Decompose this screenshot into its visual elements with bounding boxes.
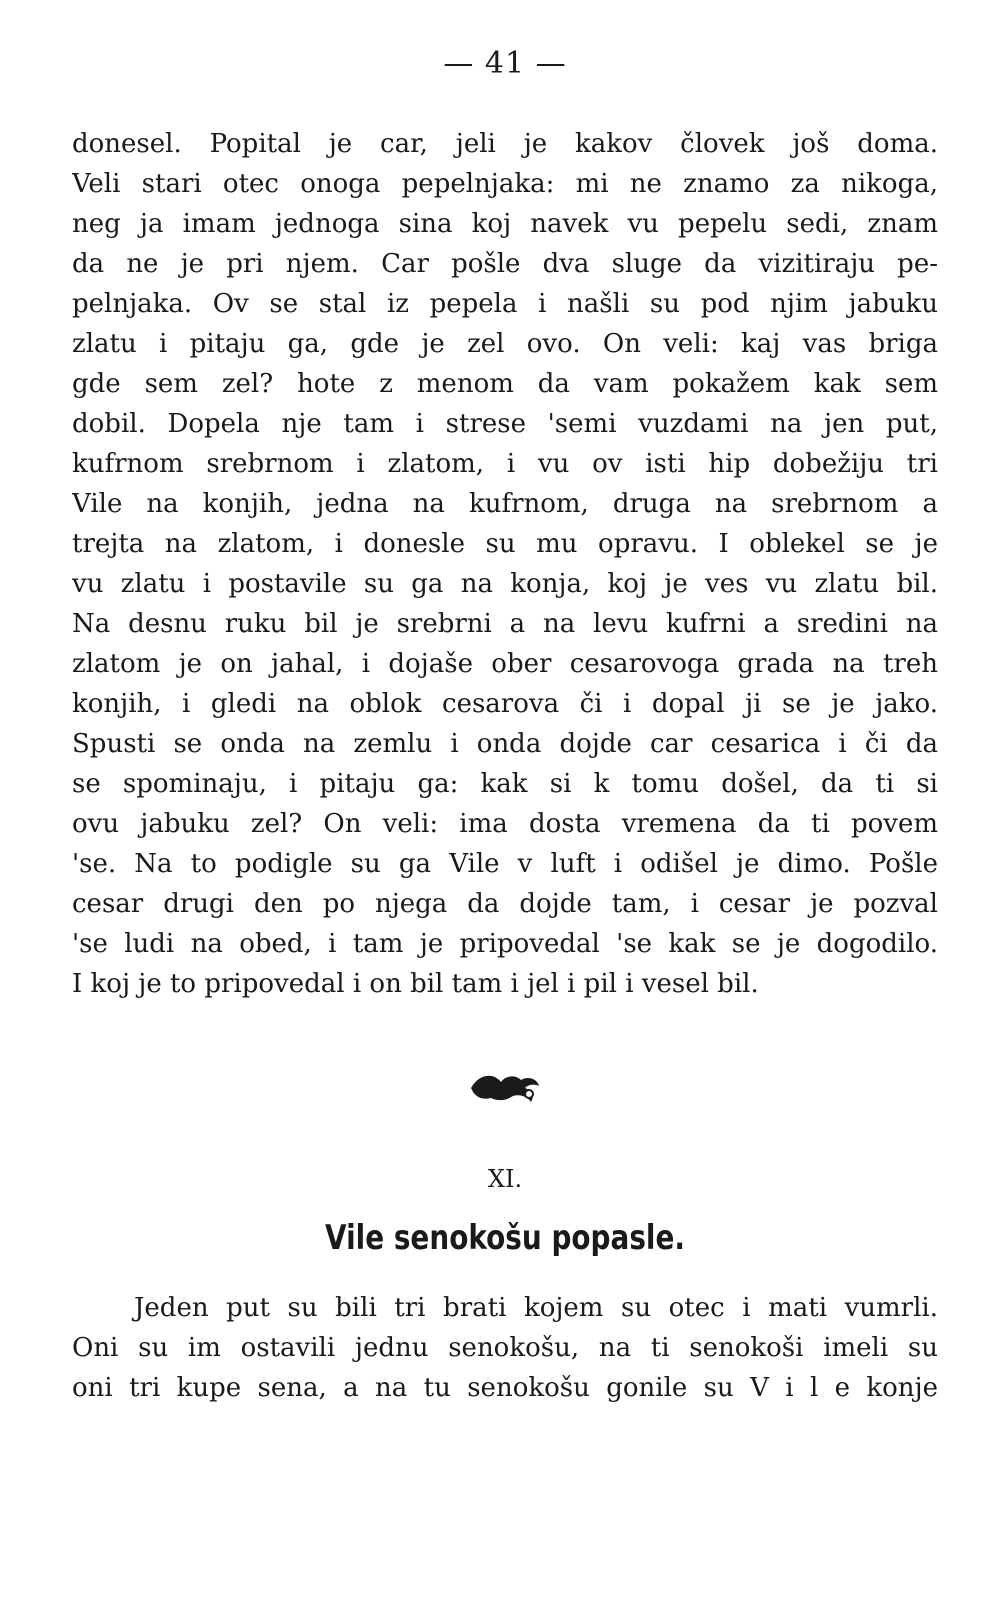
chapter-number: XI.	[487, 1165, 523, 1193]
text-line: dobil. Dopela nje tam i strese 'semi vuzdami na jen put,	[72, 409, 938, 439]
text-line: Veli stari otec onoga pepelnjaka: mi ne znamo za nikoga,	[72, 169, 938, 199]
story-paragraph	[72, 124, 938, 1004]
text-line: zlatom je on jahal, i dojaše ober cesarovoga grada na treh	[72, 649, 938, 679]
text-line: vu zlatu i postavile su ga na konja, koj je ves vu zlatu bil.	[72, 569, 938, 599]
book-page	[72, 0, 938, 1615]
chapter-paragraph	[72, 1288, 938, 1408]
text-line: donesel. Popital je car, jeli je kakov človek još doma.	[72, 129, 938, 159]
text-line: 'se. Na to podigle su ga Vile v luft i odišel je dimo. Pošle	[72, 849, 938, 879]
text-line: pelnjaka. Ov se stal iz pepela i našli su pod njim jabuku	[72, 289, 938, 319]
text-line: neg ja imam jednoga sina koj navek vu pepelu sedi, znam	[72, 209, 938, 239]
text-line: oni tri kupe sena, a na tu senokošu gonile su V i l e konje	[72, 1373, 938, 1403]
text-line: Jeden put su bili tri brati kojem su otec i mati vumrli.	[134, 1293, 938, 1323]
chapter-title: Vile senokošu popasle.	[325, 1218, 685, 1258]
text-line: trejta na zlatom, i donesle su mu opravu. I oblekel se je	[72, 529, 938, 559]
text-line: Vile na konjih, jedna na kufrnom, druga na srebrnom a	[72, 489, 938, 519]
text-line: I koj je to pripovedal i on bil tam i jel i pil i vesel bil.	[72, 969, 759, 999]
text-line: Oni su im ostavili jednu senokošu, na ti senokoši imeli su	[72, 1333, 938, 1363]
bird-ornament-icon	[72, 1068, 938, 1112]
text-line: ovu jabuku zel? On veli: ima dosta vremena da ti povem	[72, 809, 938, 839]
text-line: konjih, i gledi na oblok cesarova či i dopal ji se je jako.	[72, 689, 938, 719]
text-line: se spominaju, i pitaju ga: kak si k tomu došel, da ti si	[72, 769, 938, 799]
text-line: 'se ludi na obed, i tam je pripovedal 'se kak se je dogodilo.	[72, 929, 938, 959]
text-line: zlatu i pitaju ga, gde je zel ovo. On veli: kaj vas briga	[72, 329, 938, 359]
text-line: cesar drugi den po njega da dojde tam, i cesar je pozval	[72, 889, 938, 919]
text-line: gde sem zel? hote z menom da vam pokažem kak sem	[72, 369, 938, 399]
page-number: — 41 —	[443, 46, 567, 81]
text-line: da ne je pri njem. Car pošle dva sluge da vizitiraju pe-	[72, 249, 938, 279]
text-line: kufrnom srebrnom i zlatom, i vu ov isti hip dobežiju tri	[72, 449, 938, 479]
text-line: Na desnu ruku bil je srebrni a na levu kufrni a sredini na	[72, 609, 938, 639]
text-line: Spusti se onda na zemlu i onda dojde car cesarica i či da	[72, 729, 938, 759]
